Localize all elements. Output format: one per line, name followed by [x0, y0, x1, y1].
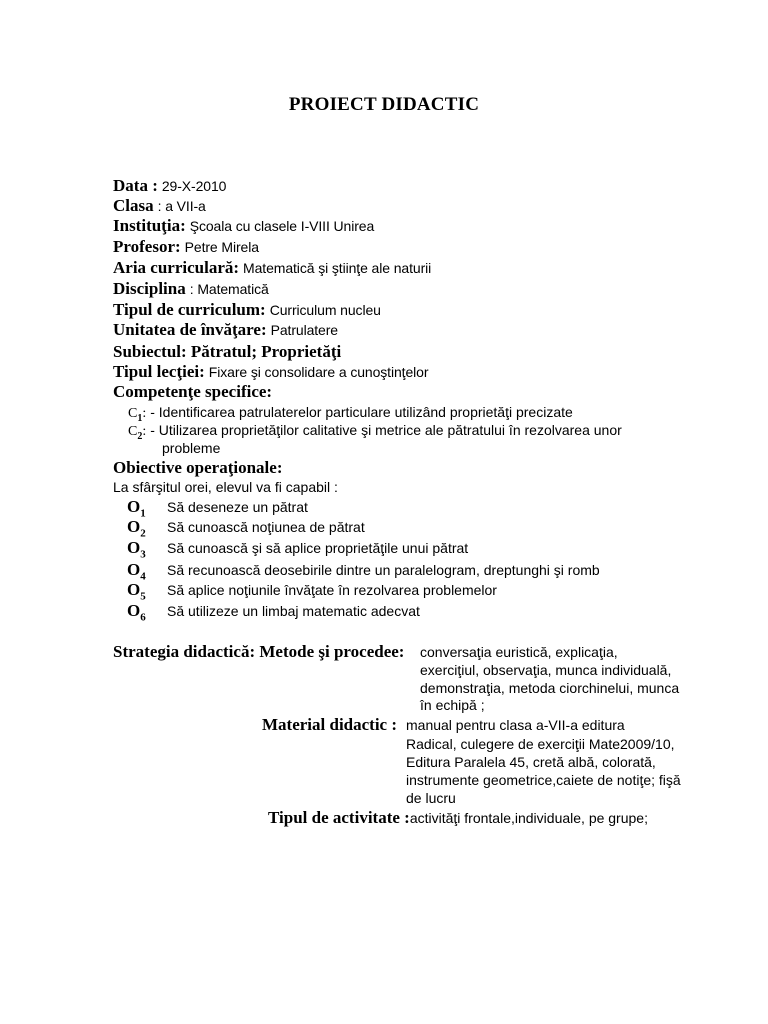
strategia-line: în echipă ; — [420, 697, 485, 713]
clasa-label: Clasa — [113, 196, 154, 215]
obiectiv-key: $O_5$ — [127, 580, 146, 603]
obiectiv-text: Să recunoască deosebirile dintre un paralelogram, dreptunghi şi romb — [167, 562, 600, 578]
unitatea-value: Patrulatere — [270, 322, 338, 338]
field-clasa — [113, 196, 206, 217]
disciplina-value: : Matematică — [189, 281, 269, 297]
obiective-heading-text: Obiective operaţionale: — [113, 458, 283, 477]
obiectiv-text: Să cunoască noţiunea de pătrat — [167, 519, 365, 535]
field-institutia — [113, 216, 374, 237]
obiective-intro: La sfârşitul orei, elevul va fi capabil : — [113, 479, 338, 495]
tipul-lectiei-value: Fixare şi consolidare a cunoştinţelor — [208, 364, 429, 380]
obiectiv-text: Să cunoască şi să aplice proprietăţile unui pătrat — [167, 540, 469, 556]
profesor-value: Petre Mirela — [184, 239, 259, 255]
field-unitatea — [113, 320, 338, 341]
activitate-row — [268, 808, 648, 829]
activitate-value: activităţi frontale,individuale, pe grupe; — [409, 810, 648, 826]
material-line: Editura Paralela 45, cretă albă, colorată, — [406, 754, 656, 770]
field-subiectul — [113, 342, 341, 363]
strategia-line: exerciţiul, observaţia, munca individuală, — [420, 662, 672, 678]
institutia-label: Instituţia: — [113, 216, 186, 235]
obiectiv-item — [127, 601, 420, 627]
material-label: Material didactic : — [262, 715, 398, 734]
obiectiv-key: $O_1$ — [127, 497, 146, 520]
tipul-lectiei-label: Tipul lecţiei: — [113, 362, 205, 381]
data-label: Data : — [113, 176, 158, 195]
material-line: Radical, culegere de exerciţii Mate2009/10, — [406, 736, 675, 752]
competenta-continuation: probleme — [162, 440, 221, 456]
clasa-value: : a VII-a — [157, 198, 206, 214]
field-tipul-curriculum — [113, 300, 381, 321]
competenta-key: $C_2$: — [128, 424, 147, 442]
field-profesor — [113, 237, 259, 258]
material-line: instrumente geometrice,caiete de notiţe; fişă — [406, 772, 681, 788]
field-disciplina — [113, 279, 269, 300]
competenta-key: $C_1$: — [128, 406, 147, 424]
material-line: de lucru — [406, 790, 456, 806]
activitate-label: Tipul de activitate : — [268, 808, 410, 827]
obiectiv-key: $O_6$ — [127, 601, 146, 624]
profesor-label: Profesor: — [113, 237, 181, 256]
strategia-label: Strategia didactică: Metode şi procedee: — [113, 642, 405, 661]
obiectiv-key: $O_2$ — [127, 517, 146, 540]
tipul-curriculum-value: Curriculum nucleu — [269, 302, 381, 318]
data-value: 29-X-2010 — [161, 178, 227, 194]
competente-heading-text: Competenţe specifice: — [113, 382, 273, 401]
unitatea-label: Unitatea de învăţare: — [113, 320, 267, 339]
field-data — [113, 176, 226, 197]
material-line: manual pentru clasa a-VII-a editura — [406, 717, 625, 733]
strategia-line: conversaţia euristică, explicaţia, — [420, 644, 618, 660]
obiectiv-key: $O_4$ — [127, 560, 146, 583]
competenta-text: - Utilizarea proprietăţilor calitative şi metrice ale pătratului în rezolvarea unor — [150, 422, 622, 438]
aria-label: Aria curriculară: — [113, 258, 240, 277]
disciplina-label: Disciplina — [113, 279, 186, 298]
document-title: PROIECT DIDACTIC — [288, 94, 480, 115]
competente-heading — [113, 382, 272, 403]
strategia-line: demonstraţia, metoda ciorchinelui, munca — [420, 680, 680, 696]
obiectiv-text: Să utilizeze un limbaj matematic adecvat — [167, 603, 420, 619]
subiectul-label: Subiectul: Pătratul; Proprietăţi — [113, 342, 342, 361]
field-aria-curriculara — [113, 258, 431, 279]
tipul-curriculum-label: Tipul de curriculum: — [113, 300, 266, 319]
field-tipul-lectiei — [113, 362, 428, 383]
competenta-text: - Identificarea patrulaterelor particulare utilizând proprietăţi precizate — [150, 404, 573, 420]
obiectiv-key: $O_3$ — [127, 538, 146, 561]
obiectiv-text: Să aplice noţiunile învăţate în rezolvarea problemelor — [167, 582, 497, 598]
institutia-value: Şcoala cu clasele I-VIII Unirea — [189, 218, 375, 234]
obiectiv-text: Să deseneze un pătrat — [167, 499, 308, 515]
aria-value: Matematică şi ştiinţe ale naturii — [243, 260, 432, 276]
obiective-heading — [113, 458, 283, 479]
